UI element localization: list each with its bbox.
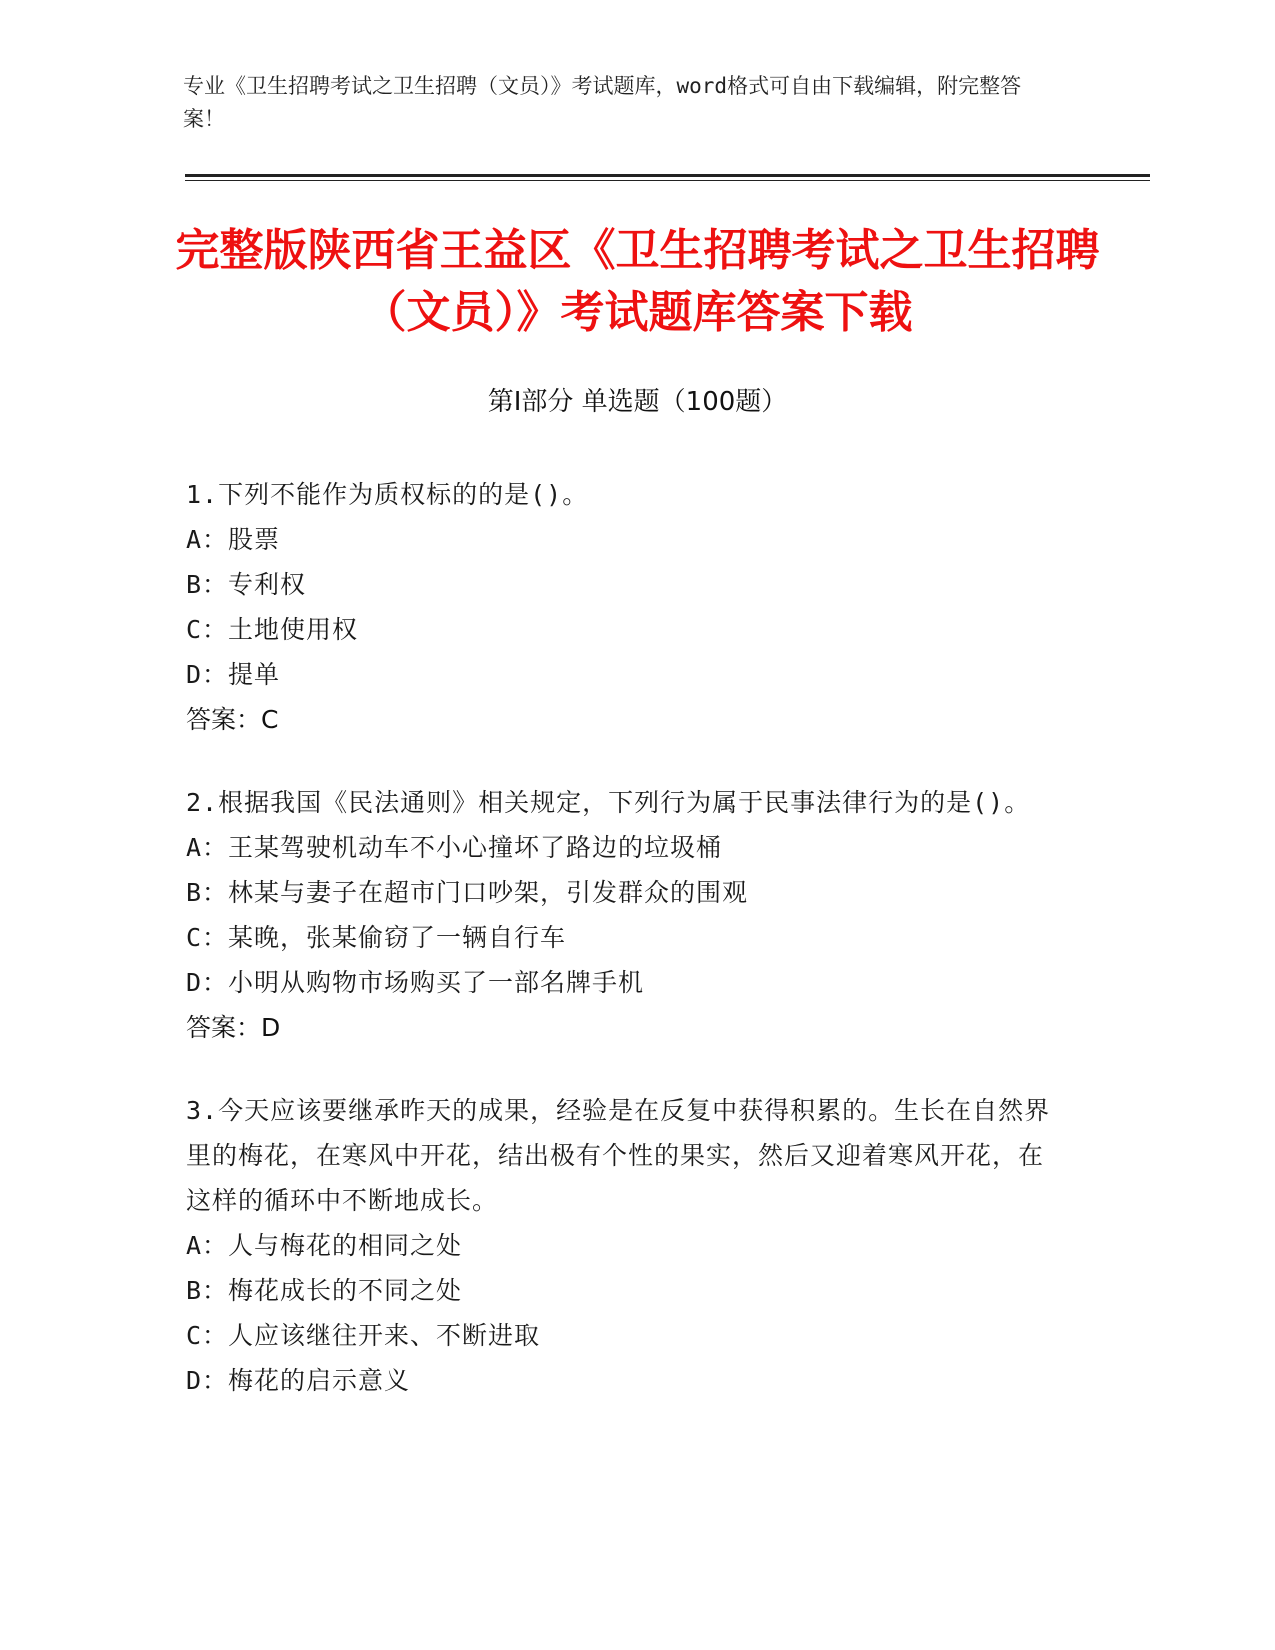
document-title: 完整版陕西省王益区《卫生招聘考试之卫生招聘（文员）》考试题库答案下载: [175, 225, 1100, 338]
header-note: 专业《卫生招聘考试之卫生招聘（文员）》考试题库，word格式可自由下载编辑，附完整答案！: [183, 74, 1022, 131]
question-list: [186, 472, 1066, 1441]
option-c: C：人应该继往开来、不断进取: [186, 1321, 541, 1350]
question-1: [186, 472, 1066, 742]
option-a: A：人与梅花的相同之处: [186, 1231, 463, 1260]
header-rule-thin: [185, 180, 1150, 181]
question-3: [186, 1088, 1066, 1403]
header-rule-thick: [185, 174, 1150, 177]
option-d: D：梅花的启示意义: [186, 1366, 411, 1395]
option-d: D：小明从购物市场购买了一部名牌手机: [186, 968, 645, 997]
option-a: A：王某驾驶机动车不小心撞坏了路边的垃圾桶: [186, 833, 723, 862]
option-b: B：梅花成长的不同之处: [186, 1276, 463, 1305]
option-b: B：专利权: [186, 570, 307, 599]
question-2: [186, 780, 1066, 1050]
answer: 答案：C: [186, 705, 279, 734]
option-a: A：股票: [186, 525, 281, 554]
answer: 答案：D: [186, 1013, 281, 1042]
option-c: C：某晚，张某偷窃了一辆自行车: [186, 923, 567, 952]
option-b: B：林某与妻子在超市门口吵架，引发群众的围观: [186, 878, 749, 907]
option-d: D：提单: [186, 660, 281, 689]
option-c: C：土地使用权: [186, 615, 359, 644]
section-title: 第I部分 单选题（100题）: [487, 387, 788, 417]
question-stem: 3.今天应该要继承昨天的成果，经验是在反复中获得积累的。生长在自然界里的梅花，在寒风中开花，结出极有个性的果实，然后又迎着寒风开花，在这样的循环中不断地成长。: [186, 1096, 1051, 1215]
question-stem: 2.根据我国《民法通则》相关规定，下列行为属于民事法律行为的是()。: [186, 788, 1031, 817]
question-stem: 1.下列不能作为质权标的的是()。: [186, 480, 589, 509]
